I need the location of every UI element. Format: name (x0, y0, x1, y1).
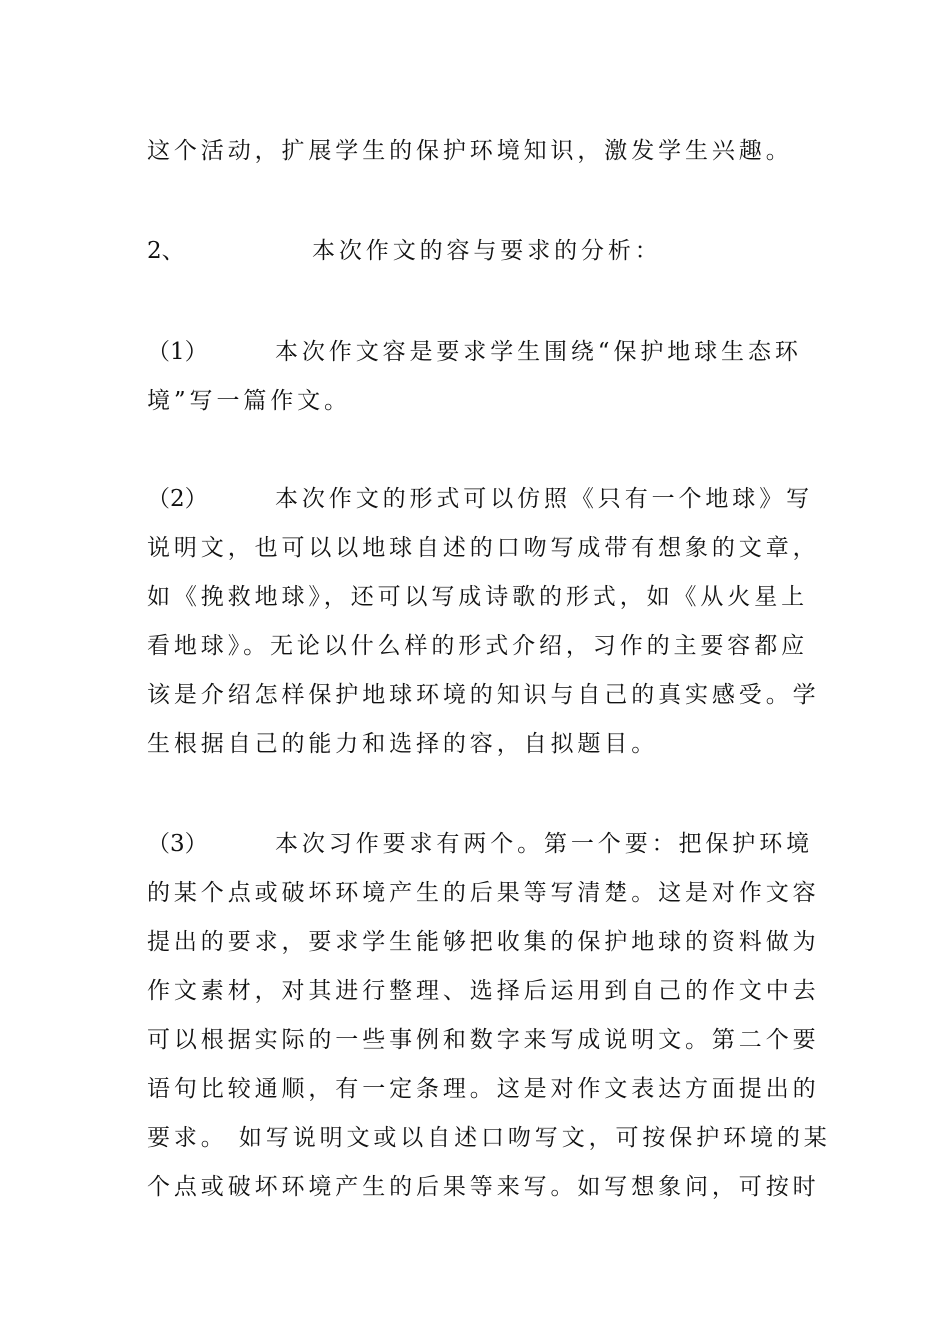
item-3-line-7: 要求。 如写说明文或以自述口吻写文，可按保护环境的某 (147, 1125, 831, 1151)
item-2-line-5: 该是介绍怎样保护地球环境的知识与自己的真实感受。学 (147, 682, 820, 708)
item-3-line-1 (147, 829, 813, 859)
item-3-line-6: 语句比较通顺，有一定条理。这是对作文表达方面提出的 (147, 1076, 820, 1102)
item-3-line-8: 个点或破坏环境产生的后果等来写。如写想象问，可按时 (147, 1174, 820, 1200)
section-2-number: 2、 (147, 238, 185, 264)
item-3-text: 本次习作要求有两个。第一个要：把保护环境 (275, 831, 813, 857)
section-2-heading (147, 236, 807, 266)
item-1-line-2: 境”写一篇作文。 (147, 388, 351, 414)
item-2-line-3: 如《挽救地球》，还可以写成诗歌的形式，如《从火星上 (147, 584, 808, 610)
item-2-line-6: 生根据自己的能力和选择的容，自拟题目。 (147, 731, 659, 757)
item-3-line-5: 可以根据实际的一些事例和数字来写成说明文。第二个要 (147, 1027, 820, 1053)
item-1-number: （1） (147, 339, 208, 365)
item-2-line-1 (147, 484, 813, 514)
item-2-number: （2） (147, 486, 208, 512)
intro-line: 这个活动，扩展学生的保护环境知识，激发学生兴趣。 (147, 138, 793, 164)
item-3-line-2: 的某个点或破坏环境产生的后果等写清楚。这是对作文容 (147, 880, 820, 906)
item-1-line-1 (147, 337, 807, 367)
item-3-line-3: 提出的要求，要求学生能够把收集的保护地球的资料做为 (147, 929, 820, 955)
item-1-text: 本次作文容是要求学生围绕“保护地球生态环 (275, 339, 802, 365)
item-3-line-4: 作文素材，对其进行整理、选择后运用到自己的作文中去 (147, 978, 820, 1004)
item-2-line-2: 说明文，也可以以地球自述的口吻写成带有想象的文章， (147, 535, 820, 561)
item-3-number: （3） (147, 831, 208, 857)
section-2-title: 本次作文的容与要求的分析： (312, 238, 662, 264)
item-2-text: 本次作文的形式可以仿照《只有一个地球》写 (275, 486, 813, 512)
item-2-line-4: 看地球》。无论以什么样的形式介绍，习作的主要容都应 (147, 633, 808, 659)
